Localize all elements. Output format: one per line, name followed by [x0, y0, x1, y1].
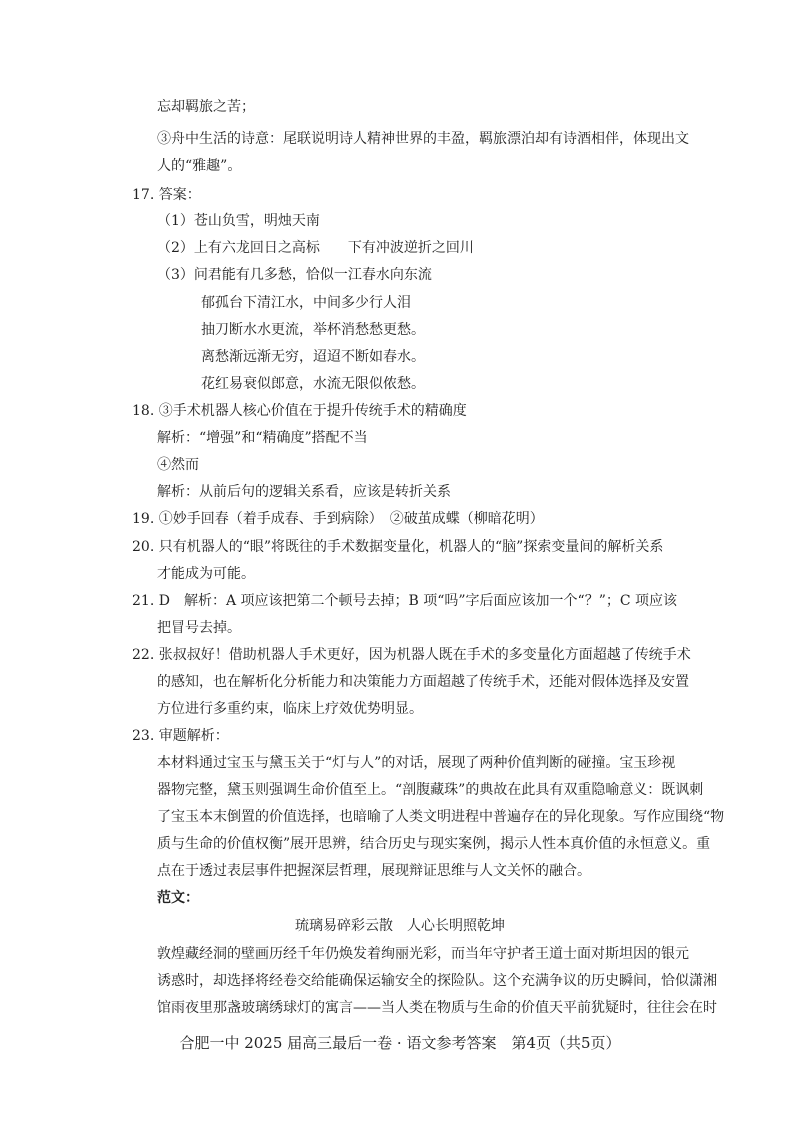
- text-line: 敦煌藏经洞的壁画历经千年仍焕发着绚丽光彩，而当年守护者王道士面对斯坦因的银元: [157, 946, 689, 962]
- poem-line: 离愁渐远渐无穷，迢迢不断如春水。: [201, 349, 425, 365]
- question-18-answer: 18. ③手术机器人核心价值在于提升传统手术的精确度: [132, 403, 467, 419]
- text-line: 忘却羁旅之苦；: [157, 99, 255, 115]
- text-line: 点在于透过表层事件把握深层哲理，展现辩证思维与人文关怀的融合。: [157, 863, 591, 879]
- question-22-answer: 22. 张叔叔好！借助机器人手术更好，因为机器人既在手术的多变量化方面超越了传统手术: [132, 647, 691, 663]
- essay-title: 琉璃易碎彩云散 人心长明照乾坤: [295, 918, 505, 934]
- poem-line: 抽刀断水水更流，举杯消愁愁更愁。: [201, 322, 425, 338]
- text-line: 诱惑时，却选择将经卷交给能确保运输安全的探险队。这个充满争议的历史瞬间，恰似潇湘: [157, 973, 717, 989]
- text-line: 才能成为可能。: [157, 566, 255, 582]
- text-line: 把冒号去掉。: [157, 620, 241, 636]
- question-20-answer: 20. 只有机器人的“眼”将既往的手术数据变量化，机器人的“脑”探索变量间的解析关系: [132, 539, 664, 555]
- text-line: （2）上有六龙回日之高标 下有冲波逆折之回川: [157, 240, 474, 256]
- text-line: 解析：从前后句的逻辑关系看，应该是转折关系: [157, 484, 451, 500]
- question-23-heading: 23. 审题解析：: [132, 728, 229, 744]
- text-line: 馆雨夜里那盏玻璃绣球灯的寓言——当人类在物质与生命的价值天平前犹疑时，往往会在时: [157, 1000, 717, 1016]
- poem-line: 花红易衰似郎意，水流无限似侬愁。: [201, 376, 425, 392]
- text-line: ④然而: [157, 457, 199, 473]
- text-line: 器物完整，黛玉则强调生命价值至上。“剖腹藏珠”的典故在此具有双重隐喻意义：既讽刺: [157, 782, 704, 798]
- text-line: 质与生命的价值权衡”展开思辨，结合历史与现实案例，揭示人性本真价值的永恒意义。重: [157, 836, 711, 852]
- text-line: ③舟中生活的诗意：尾联说明诗人精神世界的丰盈，羁旅漂泊却有诗酒相伴，体现出文: [157, 131, 689, 147]
- question-21-answer: 21. D 解析：A 项应该把第二个顿号去掉；B 项“吗”字后面应该加一个“？”；C 项应该: [132, 593, 678, 609]
- text-line: 人的“雅趣”。: [157, 158, 242, 174]
- text-line: 解析：“增强”和“精确度”搭配不当: [157, 430, 368, 446]
- text-line: 本材料通过宝玉与黛玉关于“灯与人”的对话，展现了两种价值判断的碰撞。宝玉珍视: [157, 755, 676, 771]
- text-line: （3）问君能有几多愁，恰似一江春水向东流: [157, 267, 432, 283]
- question-19-answer: 19. ①妙手回春（着手成春、手到病除） ②破茧成蝶（柳暗花明）: [132, 511, 544, 527]
- question-17-heading: 17. 答案：: [132, 187, 201, 203]
- page-footer: 合肥一中 2025 届高三最后一卷 · 语文参考答案 第4页（共5页）: [179, 1034, 621, 1052]
- text-line: 了宝玉本末倒置的价值选择，也暗喻了人类文明进程中普遍存在的异化现象。写作应围绕“物: [157, 809, 725, 825]
- text-line: 的感知，也在解析化分析能力和决策能力方面超越了传统手术，还能对假体选择及安置: [157, 674, 689, 690]
- model-essay-label: 范文：: [157, 890, 199, 906]
- text-line: （1）苍山负雪，明烛天南: [157, 213, 320, 229]
- text-line: 方位进行多重约束，临床上疗效优势明显。: [157, 701, 423, 717]
- poem-line: 郁孤台下清江水，中间多少行人泪: [201, 295, 411, 311]
